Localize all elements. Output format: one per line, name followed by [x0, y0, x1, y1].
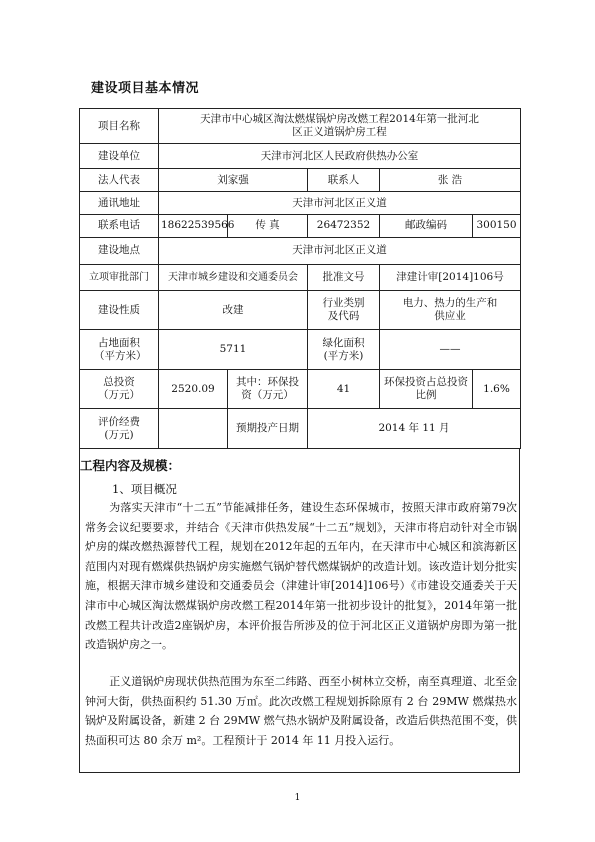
- green-label: 绿化面积(平方米): [308, 330, 380, 370]
- section-subtitle: 1、项目概况: [112, 482, 177, 496]
- fax-label: 传 真: [228, 215, 308, 238]
- address-value: 天津市河北区正义道: [159, 192, 521, 215]
- page-number: 1: [294, 793, 301, 803]
- env-ratio-label: 环保投资占总投资比例: [380, 369, 473, 409]
- review-fee-value: [159, 409, 228, 449]
- green-value: ——: [380, 330, 521, 370]
- industry-value: 电力、热力的生产和供应业: [380, 290, 521, 330]
- site-value: 天津市河北区正义道: [159, 237, 521, 264]
- env-ratio-value: 1.6%: [473, 369, 521, 409]
- fax-value: 26472352: [308, 215, 380, 238]
- legal-rep-label: 法人代表: [80, 169, 159, 192]
- invest-label: 总投资（万元）: [80, 369, 159, 409]
- approval-dept-label: 立项审批部门: [80, 264, 159, 290]
- site-label: 建设地点: [80, 237, 159, 264]
- project-name-label: 项目名称: [80, 109, 159, 144]
- section-title: 工程内容及规模：: [80, 458, 181, 473]
- approval-doc-label: 批准文号: [308, 264, 380, 290]
- project-name-value: 天津市中心城区淘汰燃煤锅炉房改燃工程2014年第一批河北区正义道锅炉房工程: [159, 109, 521, 144]
- paragraph-overview: 为落实天津市“十二五”节能减排任务，建设生态环保城市，按照天津市政府第79次常务会议纪要要求，并结合《天津市供热发展“十二五”规划》，天津市将启动针对全市锅炉房的煤改燃热源替代工程，规划在2012年起的五年内，在天津市中心城区和滨海新区范围内对现有燃煤供热锅炉房实施燃气锅炉替代燃煤锅炉的改造计划。该改造计划分批实施，根据天津市城乡建设和交通委员会（津建计审[2014]106号）《市建设交通委关于天津市中心城区淘汰燃煤锅炉房改燃工程2014年第一批初步设计的批复》，2014年第一批改燃工程共计改造2座锅炉房，本评价报告所涉及的位于河北区正义道锅炉房即为第一批改造锅炉房之一。: [85, 501, 517, 652]
- paragraph-boiler-room: 正义道锅炉房现状供热范围为东至二纬路、西至小树林立交桥，南至真理道、北至金钟河大街，供热面积约 51.30 万㎡。此次改燃工程规划拆除原有 2 台 29MW 燃煤热水锅炉及附属设备，新建 2 台 29MW 燃气热水锅炉及附属设备，改造后供热范围不变，供热面积可达 80 余万 m²。工程预计于 2014 年 11 月投入运行。: [85, 675, 517, 747]
- industry-label: 行业类别及代码: [308, 290, 380, 330]
- page-heading: 建设项目基本情况: [91, 81, 200, 96]
- start-date-value: 2014 年 11 月: [308, 409, 521, 449]
- phone-value: 18622539566: [159, 215, 228, 238]
- postcode-label: 邮政编码: [380, 215, 473, 238]
- start-date-label: 预期投产日期: [228, 409, 308, 449]
- phone-label: 联系电话: [80, 215, 159, 238]
- area-label: 占地面积（平方米）: [80, 330, 159, 370]
- area-value: 5711: [159, 330, 308, 370]
- unit-label: 建设单位: [80, 144, 159, 169]
- nature-value: 改建: [159, 290, 308, 330]
- address-label: 通讯地址: [80, 192, 159, 215]
- review-fee-label: 评价经费(万元): [80, 409, 159, 449]
- unit-value: 天津市河北区人民政府供热办公室: [159, 144, 521, 169]
- legal-rep-value: 刘家强: [159, 169, 308, 192]
- project-info-table: [79, 108, 520, 449]
- nature-label: 建设性质: [80, 290, 159, 330]
- env-invest-value: 41: [308, 369, 380, 409]
- contact-value: 张 浩: [380, 169, 521, 192]
- approval-dept-value: 天津市城乡建设和交通委员会: [159, 264, 308, 290]
- env-invest-label: 其中：环保投资（万元）: [228, 369, 308, 409]
- postcode-value: 300150: [473, 215, 521, 238]
- contact-label: 联系人: [308, 169, 380, 192]
- invest-value: 2520.09: [159, 369, 228, 409]
- approval-doc-value: 津建计审[2014]106号: [380, 264, 521, 290]
